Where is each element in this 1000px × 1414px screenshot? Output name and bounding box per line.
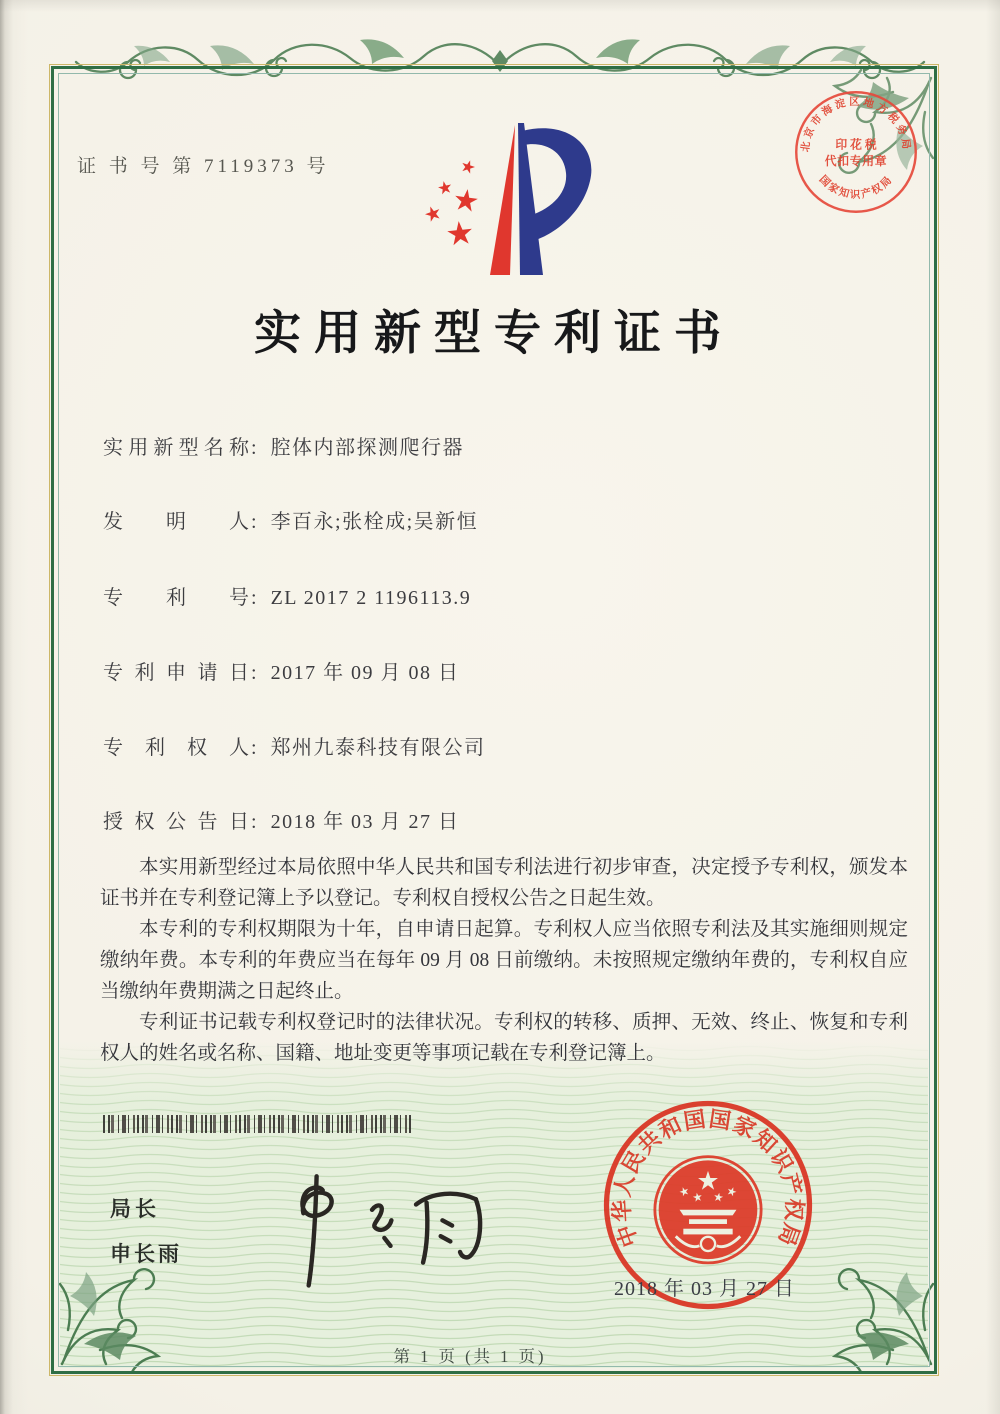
field-label: 授权公告日 [103,811,249,833]
svg-text:国家知识产权局 [817,173,895,201]
field-filing-date [103,656,460,685]
field-value: 郑州九泰科技有限公司 [270,737,486,759]
director-title: 局长 [110,1198,160,1221]
border-ornament-top [76,39,924,78]
tax-stamp-arc-bottom: 国家知识产权局 [816,174,896,201]
field-colon: : [251,437,257,459]
tax-stamp [790,86,922,218]
director-name: 申长雨 [110,1243,182,1266]
director-signature [268,1164,506,1296]
field-colon: : [251,662,257,684]
field-patentee [103,731,486,760]
tax-stamp-arc-top: 北京市海淀区地方税务局 [800,96,912,153]
field-utility-model-name [103,431,464,460]
field-value: 2018 年 03 月 27 日 [270,811,460,833]
field-value: ZL 2017 2 1196113.9 [270,587,472,609]
field-label: 专利号 [103,587,249,609]
field-label: 实用新型名称 [103,437,249,459]
seal-date: 2018 年 03 月 27 日 [614,1278,795,1300]
field-value: 腔体内部探测爬行器 [270,437,465,459]
barcode [103,1115,413,1133]
field-grant-date [103,805,460,834]
paragraph-2: 本专利的专利权期限为十年，自申请日起算。专利权人应当依照专利法及其实施细则规定缴纳年费。本专利的年费应当在每年 09 月 08 日前缴纳。未按照规定缴纳年费的，专利权自应当缴纳年费期满之日起终止。 [100,919,908,1002]
field-label: 专利申请日 [103,662,249,684]
certificate-number: 证 书 号 第 7119373 号 [77,156,330,177]
field-colon: : [251,511,257,533]
tax-stamp-line1: 印 花 税 [835,137,877,152]
field-value: 李百永;张栓成;吴新恒 [270,511,479,533]
field-colon: : [251,737,257,759]
legal-text [100,852,908,1069]
national-emblem-icon [655,1157,761,1263]
tax-stamp-line2: 代扣专用章 [824,154,888,169]
field-inventors [103,505,478,534]
page-footer: 第 1 页 (共 1 页) [393,1347,547,1366]
paragraph-3: 专利证书记载专利权登记时的法律状况。专利权的转移、质押、无效、终止、恢复和专利权人的姓名或名称、国籍、地址变更等事项记载在专利登记簿上。 [100,1012,908,1064]
office-seal-arc-text: 中华人民共和国国家知识产权局 [609,1106,807,1251]
field-label: 专利权人 [103,737,249,759]
field-label: 发明人 [103,511,249,533]
cnipa-logo-icon [420,120,600,282]
field-colon: : [251,811,257,833]
paragraph-1: 本实用新型经过本局依照中华人民共和国专利法进行初步审查，决定授予专利权，颁发本证书并在专利登记簿上予以登记。专利权自授权公告之日起生效。 [100,857,908,909]
field-value: 2017 年 09 月 08 日 [270,662,460,684]
field-colon: : [251,587,257,609]
field-patent-number [103,581,471,610]
certificate-title: 实用新型专利证书 [254,308,734,360]
